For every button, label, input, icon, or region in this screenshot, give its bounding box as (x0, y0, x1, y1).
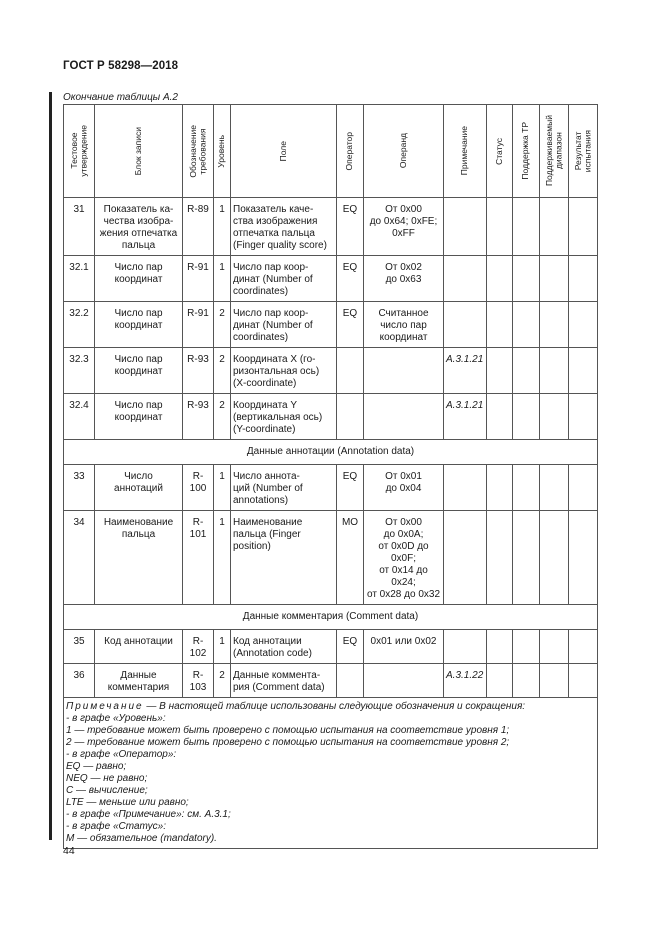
column-header-label: Примечание (459, 126, 470, 176)
empty-cell (487, 465, 513, 511)
empty-cell (569, 198, 598, 256)
table-cell: 2 (214, 664, 231, 698)
table-cell: Число аннотаций (95, 465, 183, 511)
empty-cell (569, 302, 598, 348)
table-cell: R-91 (183, 302, 214, 348)
column-header-label: Обозначение требования (187, 124, 207, 178)
table-cell: 1 (214, 198, 231, 256)
table-cell: От 0x00 до 0x0A; от 0x0D до 0x0F; от 0x14 до 0x24; от 0x28 до 0x32 (364, 511, 444, 605)
table-cell (444, 302, 487, 348)
column-header (231, 105, 337, 198)
table-cell (364, 348, 444, 394)
table-cell (364, 664, 444, 698)
table-cell (444, 198, 487, 256)
column-header (95, 105, 183, 198)
column-header-label: Поддерживаемый диапазон (543, 115, 563, 187)
column-header (183, 105, 214, 198)
table-cell: 35 (64, 630, 95, 664)
table-cell: 2 (214, 348, 231, 394)
empty-cell (540, 198, 569, 256)
table-cell: 0x01 или 0x02 (364, 630, 444, 664)
table-cell (337, 664, 364, 698)
empty-cell (487, 348, 513, 394)
column-header (444, 105, 487, 198)
table-row (64, 664, 598, 698)
empty-cell (487, 394, 513, 440)
note-line: 2 — требование может быть проверено с помощью испытания на соответствие уровня 2; (66, 737, 510, 748)
table-cell (444, 256, 487, 302)
column-header-label: Результат испытания (572, 129, 592, 173)
note-line: M — обязательное (mandatory). (66, 833, 217, 844)
table-cell (444, 630, 487, 664)
table-container (63, 104, 597, 849)
table-cell: R-93 (183, 394, 214, 440)
table-cell: От 0x02 до 0x63 (364, 256, 444, 302)
table-row (64, 348, 598, 394)
table-cell: 1 (214, 630, 231, 664)
notes-cell (64, 698, 598, 849)
note-line: - в графе «Оператор»: (66, 749, 177, 760)
section-label: Данные комментария (Comment data) (64, 605, 598, 630)
empty-cell (513, 630, 540, 664)
empty-cell (513, 256, 540, 302)
table-cell: 1 (214, 511, 231, 605)
table-cell: R-100 (183, 465, 214, 511)
empty-cell (513, 198, 540, 256)
note-line: NEQ — не равно; (66, 773, 148, 784)
notes-lines (66, 713, 595, 845)
document-title: ГОСТ Р 58298—2018 (63, 60, 179, 72)
column-header-label: Оператор (344, 131, 355, 171)
empty-cell (569, 394, 598, 440)
empty-cell (540, 465, 569, 511)
table-cell: EQ (337, 198, 364, 256)
table-cell: Число пар координат (95, 348, 183, 394)
table-cell: Наименование пальца (95, 511, 183, 605)
table-cell: А.3.1.22 (444, 664, 487, 698)
table-cell: EQ (337, 302, 364, 348)
table-cell: EQ (337, 630, 364, 664)
table-cell: 32.1 (64, 256, 95, 302)
table-cell: Показатель каче- ства изображения отпечатка пальца (Finger quality score) (231, 198, 337, 256)
table-cell: 34 (64, 511, 95, 605)
table-cell: Число пар коор- динат (Number of coordinates) (231, 256, 337, 302)
table-cell (444, 465, 487, 511)
empty-cell (513, 348, 540, 394)
empty-cell (487, 256, 513, 302)
notes-intro: — В настоящей таблице использованы следующие обозначения и сокращения: (143, 701, 526, 712)
table-cell: А.3.1.21 (444, 394, 487, 440)
empty-cell (487, 511, 513, 605)
table-cell: Число пар коор- динат (Number of coordinates) (231, 302, 337, 348)
table-cell: Координата X (го- ризонтальная ось) (X-coordinate) (231, 348, 337, 394)
table-row (64, 465, 598, 511)
table-cell: Данные коммента- рия (Comment data) (231, 664, 337, 698)
table-cell: 2 (214, 302, 231, 348)
table-row (64, 511, 598, 605)
notes-heading (66, 701, 595, 713)
table-cell: Код аннотации (Annotation code) (231, 630, 337, 664)
empty-cell (569, 348, 598, 394)
table-row (64, 394, 598, 440)
table-cell (444, 511, 487, 605)
note-line: LTE — меньше или равно; (66, 797, 189, 808)
empty-cell (540, 256, 569, 302)
column-header (513, 105, 540, 198)
table-cell: Считанное число пар координат (364, 302, 444, 348)
note-line: - в графе «Статус»: (66, 821, 166, 832)
table-cell: Число пар координат (95, 256, 183, 302)
column-header (337, 105, 364, 198)
table-cell: 1 (214, 256, 231, 302)
table-caption: Окончание таблицы А.2 (63, 92, 178, 103)
empty-cell (540, 630, 569, 664)
revision-bar (49, 92, 52, 840)
empty-cell (513, 465, 540, 511)
table-cell (337, 394, 364, 440)
table-cell: EQ (337, 465, 364, 511)
table-row (64, 630, 598, 664)
table-cell: От 0x01 до 0x04 (364, 465, 444, 511)
empty-cell (569, 465, 598, 511)
notes-row (64, 698, 598, 849)
table-cell: Данные комментария (95, 664, 183, 698)
note-line: C — вычисление; (66, 785, 148, 796)
note-line: - в графе «Примечание»: см. А.3.1; (66, 809, 231, 820)
table-cell: Координата Y (вертикальная ось) (Y-coordinate) (231, 394, 337, 440)
table-cell: Число аннота- ций (Number of annotations) (231, 465, 337, 511)
table-cell: 2 (214, 394, 231, 440)
empty-cell (513, 302, 540, 348)
empty-cell (513, 511, 540, 605)
column-header (540, 105, 569, 198)
column-header (569, 105, 598, 198)
empty-cell (569, 630, 598, 664)
table-cell: А.3.1.21 (444, 348, 487, 394)
empty-cell (569, 256, 598, 302)
empty-cell (513, 394, 540, 440)
column-header (487, 105, 513, 198)
empty-cell (487, 630, 513, 664)
note-line: - в графе «Уровень»: (66, 713, 166, 724)
table-cell: 31 (64, 198, 95, 256)
column-header-label: Тестовое утверждение (68, 125, 88, 177)
column-header-label: Поле (277, 140, 288, 162)
section-row (64, 605, 598, 630)
note-line: 1 — требование может быть проверено с помощью испытания на соответствие уровня 1; (66, 725, 510, 736)
table-row (64, 198, 598, 256)
notes-title: Примечание (66, 701, 144, 712)
table-row (64, 302, 598, 348)
note-line: EQ — равно; (66, 761, 127, 772)
table-cell (337, 348, 364, 394)
table-cell: 36 (64, 664, 95, 698)
table-cell: R-91 (183, 256, 214, 302)
table-cell: R-101 (183, 511, 214, 605)
empty-cell (540, 394, 569, 440)
empty-cell (569, 511, 598, 605)
column-header-label: Статус (493, 137, 504, 165)
empty-cell (540, 348, 569, 394)
empty-cell (487, 198, 513, 256)
column-header-label: Блок записи (132, 126, 143, 176)
table-header-row (64, 105, 598, 198)
table-cell: 32.4 (64, 394, 95, 440)
requirements-table (63, 104, 598, 849)
table-cell: Наименование пальца (Finger position) (231, 511, 337, 605)
empty-cell (569, 664, 598, 698)
table-cell: Показатель ка- чества изобра- жения отпечатка пальца (95, 198, 183, 256)
empty-cell (487, 302, 513, 348)
table-cell: R-102 (183, 630, 214, 664)
table-cell: R-93 (183, 348, 214, 394)
table-cell: MO (337, 511, 364, 605)
section-label: Данные аннотации (Annotation data) (64, 440, 598, 465)
table-cell: 32.2 (64, 302, 95, 348)
table-cell: R-89 (183, 198, 214, 256)
empty-cell (513, 664, 540, 698)
table-cell (364, 394, 444, 440)
table-cell: 32.3 (64, 348, 95, 394)
column-header (364, 105, 444, 198)
table-cell: Число пар координат (95, 302, 183, 348)
table-cell: 33 (64, 465, 95, 511)
empty-cell (540, 664, 569, 698)
empty-cell (540, 511, 569, 605)
table-cell: 1 (214, 465, 231, 511)
table-cell: EQ (337, 256, 364, 302)
section-row (64, 440, 598, 465)
table-cell: Код аннотации (95, 630, 183, 664)
column-header (214, 105, 231, 198)
empty-cell (487, 664, 513, 698)
page-number: 44 (63, 845, 75, 857)
column-header (64, 105, 95, 198)
column-header-label: Поддержка ТР (520, 122, 531, 180)
column-header-label: Операнд (397, 133, 408, 169)
table-cell: От 0x00 до 0x64; 0xFE; 0xFF (364, 198, 444, 256)
empty-cell (540, 302, 569, 348)
column-header-label: Уровень (216, 134, 227, 168)
table-body (64, 198, 598, 698)
table-cell: Число пар координат (95, 394, 183, 440)
table-row (64, 256, 598, 302)
table-cell: R-103 (183, 664, 214, 698)
